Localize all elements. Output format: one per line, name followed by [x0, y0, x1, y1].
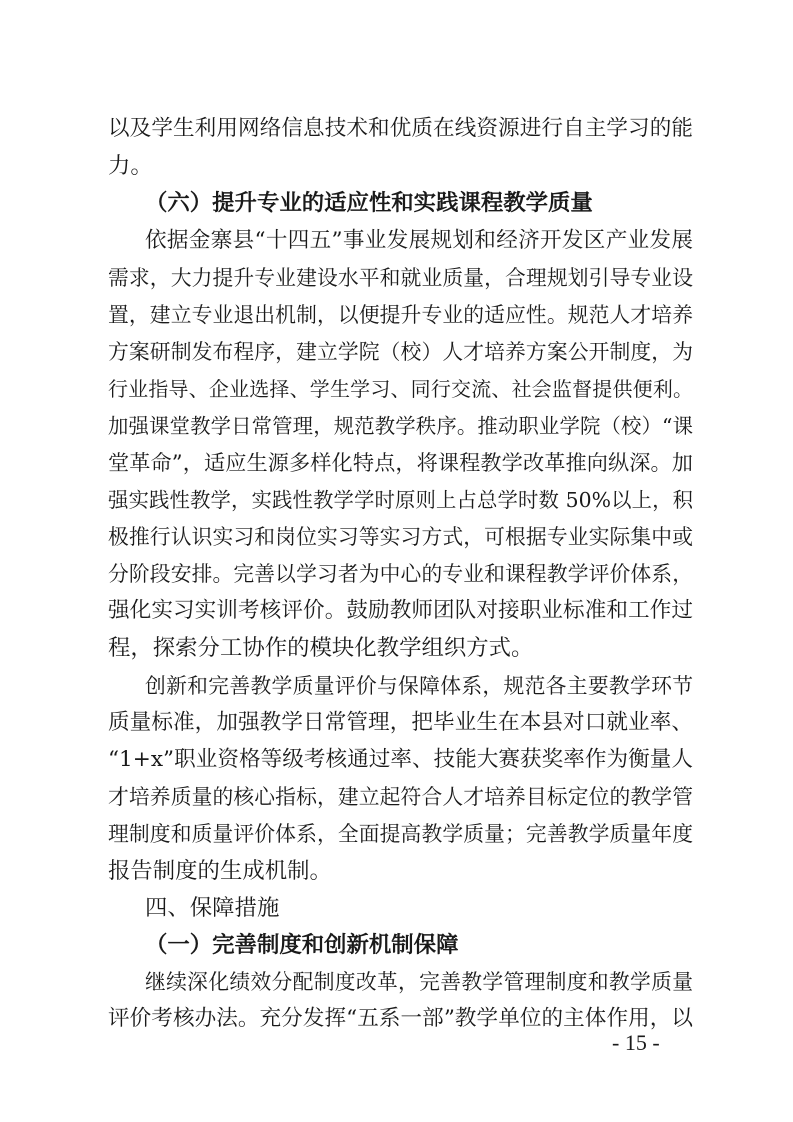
- chapter-heading: 四、保障措施: [145, 895, 280, 921]
- body-text-line: “1+x”职业资格等级考核通过率、技能大赛获奖率作为衡量人: [108, 747, 693, 772]
- body-text-line: 质量标准，加强教学日常管理，把毕业生在本县对口就业率、: [108, 710, 693, 735]
- body-text-line: 评价考核办法。充分发挥“五系一部”教学单位的主体作用，以: [108, 1006, 693, 1031]
- body-text-line: 需求，大力提升专业建设水平和就业质量，合理规划引导专业设: [108, 266, 693, 290]
- paragraph-first-line: 继续深化绩效分配制度改革，完善教学管理制度和教学质量: [145, 970, 693, 994]
- body-text-line: 极推行认识实习和岗位实习等实习方式，可根据专业实际集中或: [108, 525, 693, 549]
- body-text-line: 以及学生利用网络信息技术和优质在线资源进行自主学习的能: [108, 116, 693, 141]
- body-text-line: 分阶段安排。完善以学习者为中心的专业和课程教学评价体系，: [108, 562, 693, 586]
- body-text-line: 置，建立专业退出机制，以便提升专业的适应性。规范人才培养: [108, 303, 693, 327]
- body-text-line: 堂革命”，适应生源多样化特点，将课程教学改革推向纵深。加: [108, 450, 693, 475]
- section-heading: （一）完善制度和创新机制保障: [145, 932, 459, 958]
- section-heading: （六）提升专业的适应性和实践课程教学质量: [145, 190, 593, 216]
- body-text-line: 理制度和质量评价体系，全面提高教学质量；完善教学质量年度: [108, 822, 693, 846]
- body-text-line: 报告制度的生成机制。: [108, 858, 332, 884]
- body-text-line: 才培养质量的核心指标，建立起符合人才培养目标定位的教学管: [108, 785, 693, 809]
- body-text-line: 力。: [108, 153, 153, 179]
- paragraph-first-line: 创新和完善教学质量评价与保障体系，规范各主要教学环节: [145, 674, 693, 698]
- body-text-line: 程，探索分工协作的模块化教学组织方式。: [108, 635, 534, 661]
- body-text-line: 强化实习实训考核评价。鼓励教师团队对接职业标准和工作过: [108, 598, 693, 623]
- body-text-line: 加强课堂教学日常管理，规范教学秩序。推动职业学院（校）“课: [108, 414, 693, 438]
- page-number: - 15 -: [612, 1030, 660, 1055]
- body-text-line: 方案研制发布程序，建立学院（校）人才培养方案公开制度，为: [108, 340, 693, 364]
- paragraph-first-line: 依据金寨县“十四五”事业发展规划和经济开发区产业发展: [145, 228, 693, 253]
- body-text-line: 行业指导、企业选择、学生学习、同行交流、社会监督提供便利。: [108, 377, 693, 401]
- body-text-line: 强实践性教学，实践性教学学时原则上占总学时数 50%以上，积: [108, 488, 693, 512]
